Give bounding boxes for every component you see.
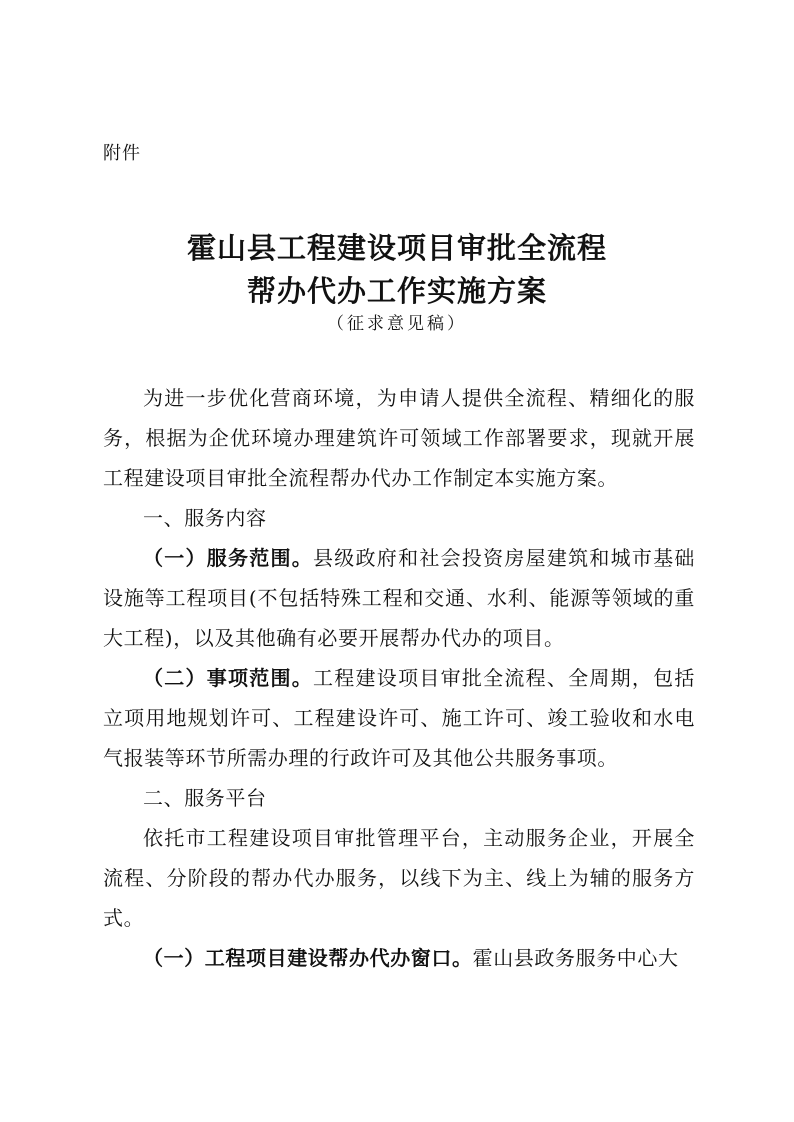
- paragraph-lead-matter-scope: （二）事项范围。: [143, 666, 314, 690]
- paragraph-lead-service-scope: （一）服务范围。: [143, 546, 314, 570]
- paragraph-text-service-window: 霍山县政务服务中心大: [472, 946, 679, 970]
- section-heading-service-content: 一、服务内容: [143, 506, 267, 530]
- paragraph-platform-intro: 依托市工程建设项目审批管理平台，主动服务企业，开展全流程、分阶段的帮办代办服务，以线下为主、线上为辅的服务方式。: [103, 826, 695, 930]
- paragraph-service-scope: [103, 538, 695, 658]
- paragraph-matter-scope: [103, 658, 695, 778]
- section-heading-service-platform: 二、服务平台: [143, 786, 267, 810]
- paragraph-lead-service-window: （一）工程项目建设帮办代办窗口。: [143, 946, 473, 970]
- document-title-line2: 帮办代办工作实施方案: [246, 274, 547, 308]
- attachment-label: 附件: [103, 143, 141, 164]
- document-subtitle: （征求意见稿）: [327, 314, 467, 334]
- paragraph-service-window: [103, 938, 695, 978]
- paragraph-text-matter-scope: 工程建设项目审批全流程、全周期，包括立项用地规划许可、工程建设许可、施工许可、竣工验收和水电气报装等环节所需办理的行政许可及其他公共服务事项。: [103, 666, 695, 770]
- paragraph-text-service-scope: 县级政府和社会投资房屋建筑和城市基础设施等工程项目(不包括特殊工程和交通、水利、能源等领域的重大工程)，以及其他确有必要开展帮办代办的项目。: [103, 546, 695, 650]
- document-body: [103, 378, 695, 978]
- intro-paragraph: 为进一步优化营商环境，为申请人提供全流程、精细化的服务，根据为企优环境办理建筑许可领域工作部署要求，现就开展工程建设项目审批全流程帮办代办工作制定本实施方案。: [103, 386, 695, 490]
- document-title-line1: 霍山县工程建设项目审批全流程: [186, 231, 607, 265]
